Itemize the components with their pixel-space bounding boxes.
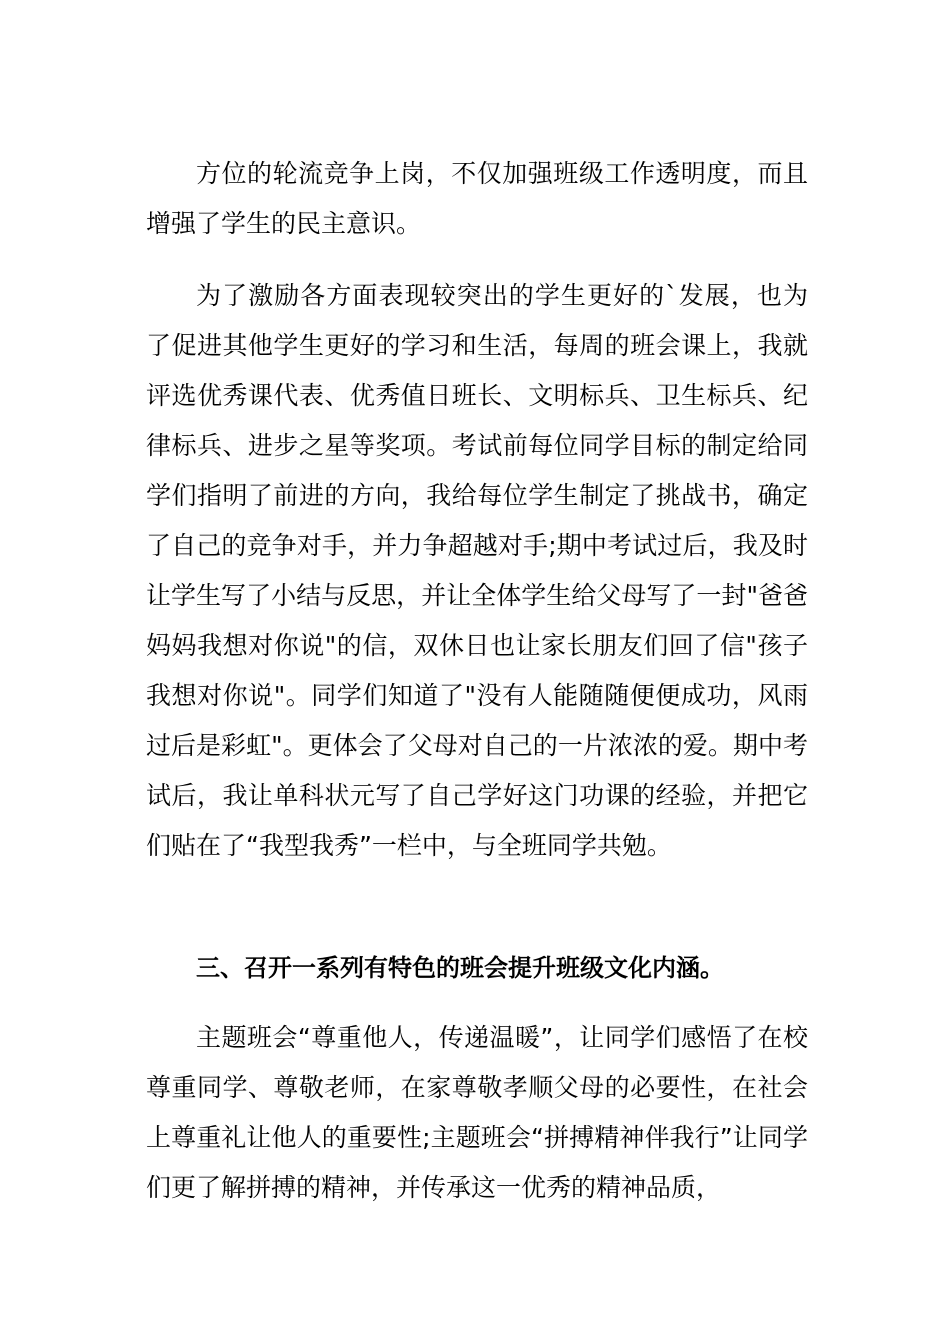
paragraph-1: 方位的轮流竞争上岗，不仅加强班级工作透明度，而且增强了学生的民主意识。 (146, 159, 808, 238)
section-heading: 三、召开一系列有特色的班会提升班级文化内涵。 (196, 954, 724, 982)
paragraph-2: 为了激励各方面表现较突出的学生更好的`发展，也为了促进其他学生更好的学习和生活，每周的班会课上，我就评选优秀课代表、优秀值日班长、文明标兵、卫生标兵、纪律标兵、进步之星等奖项。考试前每位同学目标的制定给同学们指明了前进的方向，我给每位学生制定了挑战书，确定了自己的竞争对手，并力争超越对手;期中考试过后，我及时让学生写了小结与反思，并让全体学生给父母写了一封"爸爸妈妈我想对你说"的信，双休日也让家长朋友们回了信"孩子我想对你说"。同学们知道了"没有人能随随便便成功，风雨过后是彩虹"。更体会了父母对自己的一片浓浓的爱。期中考试后，我让单科状元写了自己学好这门功课的经验，并把它们贴在了“我型我秀”一栏中，与全班同学共勉。 (146, 281, 808, 860)
paragraph-3: 主题班会“尊重他人，传递温暖”，让同学们感悟了在校尊重同学、尊敬老师，在家尊敬孝顺父母的必要性，在社会上尊重礼让他人的重要性;主题班会“拼搏精神伴我行”让同学们更了解拼搏的精神，并传承这一优秀的精神品质， (146, 1023, 808, 1202)
